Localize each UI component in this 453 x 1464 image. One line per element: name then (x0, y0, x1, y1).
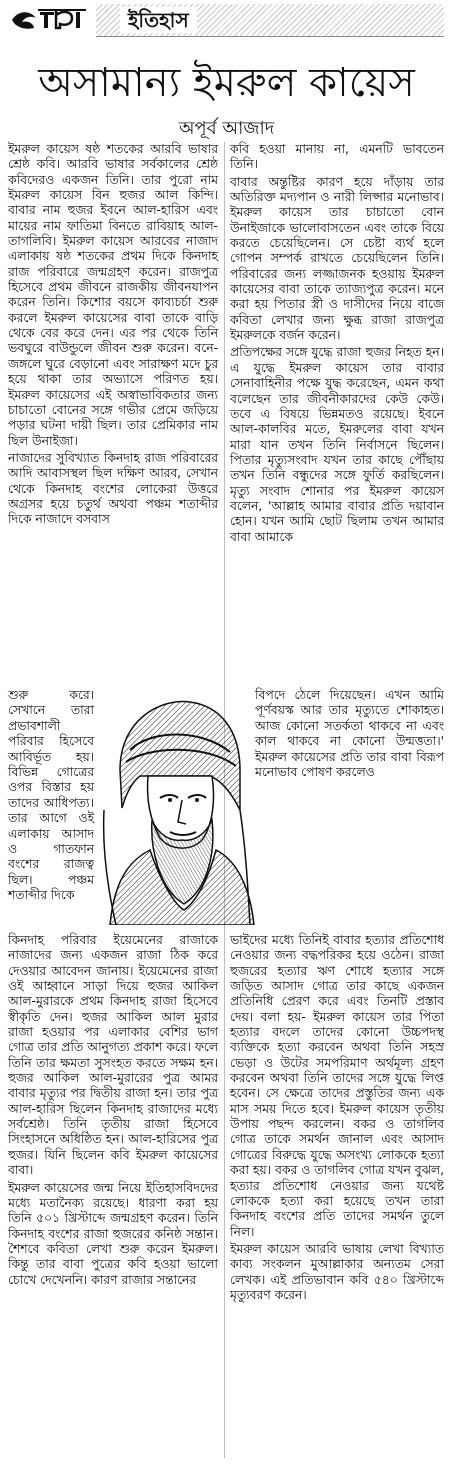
article-title: অসামান্য ইমরুল কায়েস (38, 60, 415, 106)
paragraph: ইমরুল কায়েসের জন্ম নিয়ে ইতিহাসবিদদের মধ্যে মতানৈক্য রয়েছে। ধারণা করা হয় তিনি ৫০১ খ্রিস্টাব্দে জন্মগ্রহণ করেন। তিনি কিনদাহ বংশের রাজা হুজরের কনিষ্ঠ সন্তান। শৈশবে কবিতা লেখা শুরু করেন ইমরুল। কিন্তু তার বাবা পুত্রের কবি হওয়া ভালো চোখে দেখেননি। কারণ রাজার সন্তানের (8, 1180, 218, 1287)
portrait-illustration (90, 690, 255, 925)
poet-portrait-image (90, 690, 255, 925)
paragraph: ইমরুল কায়েস ষষ্ঠ শতকের আরবি ভাষার শ্রেষ্ঠ কবি। আরবি ভাষার সর্বকালের শ্রেষ্ঠ কবিদেরও একজন তিনি। তার পুরো নাম ইমরুল কায়েস বিন হুজর আল কিন্দি। বাবার নাম হুজর ইবনে আল-হারিস এবং মায়ের নাম ফাতিমা বিনতে রাবিয়াহ আল-তাগলিবি। ইমরুল কায়েস আরবের নাজাদ এলাকায় ষষ্ঠ শতকের প্রথম দিকে কিনদাহ রাজ পরিবারে জন্মগ্রহণ করেন। রাজপুত্র হিসেবে প্রথম জীবনে রাজকীয় জীবনযাপন করেন তিনি। কিশোর বয়সে কাব্যচর্চা শুরু করলে ইমরুল কায়েসের বাবা তাকে বাড়ি থেকে বের করে দেন। এর পর থেকে তিনি ভবঘুরে বাউন্ডুলে জীবন শুরু করেন। বনে-জঙ্গলে ঘুরে বেড়ানো এবং সারাক্ষণ মদে চুর হয়ে থাকা তার অভ্যাসে পরিণত হয়। ইমরুল কায়েসের এই অস্বাভাবিকতার জন্য চাচাতো বোনের সঙ্গে গভীর প্রেমে জড়িয়ে পড়ার ঘটনা দায়ী ছিল। তার প্রেমিকার নাম ছিল উনাইজা। (8, 142, 218, 448)
column-2-bottom (230, 933, 444, 1305)
paragraph: ভাইদের মধ্যে তিনিই বাবার হত্যার প্রতিশোধ নেওয়ার জন্য বদ্ধপরিকর হয়ে ওঠেন। রাজা হুজরের হত্যার ঋণ শোধে হত্যার সঙ্গে জড়িত আসাদ গোত্র তার কাছে একজন প্রতিনিধি প্রেরণ করে এবং তিনটি প্রস্তাব দেয়। বলা হয়- ইমরুল কায়েস তার পিতা হত্যার বদলে তাদের কোনো উচ্চপদস্থ ব্যক্তিকে হত্যা করবেন অথবা তিনি সহস্র ভেড়া ও উটের সমপরিমাণ অর্থমূল্য গ্রহণ করবেন অথবা তিনি তাদের সঙ্গে যুদ্ধে লিপ্ত হবেন। সে ক্ষেত্রে তাদের প্রস্তুতির জন্য এক মাস সময় দিতে হবে। ইমরুল কায়েস তৃতীয় উপায় পছন্দ করলেন। বকর ও তাগলিব গোত্র তাকে সমর্থন জানাল এবং আসাদ গোত্রের বিরুদ্ধে যুদ্ধে অসংখ্য লোককে হত্যা করা হয়। বকর ও তাগলিব গোত্র যখন বুঝল, হত্যার প্রতিশোধ নেওয়ার জন্য যথেষ্ট লোককে হত্যা করা হয়েছে তখন তারা কিনদাহ বংশের প্রতি তাদের সমর্থন তুলে নিল। (230, 933, 444, 1239)
column-2-top (230, 142, 444, 547)
column-1-top (8, 142, 218, 530)
article-author: অপূর্ব আজাদ (178, 118, 275, 139)
section-label: ইতিহাস (120, 7, 197, 33)
paragraph: কবি হওয়া মানায় না, এমনটি ভাবতেন তিনি। (230, 142, 444, 172)
section-banner (96, 4, 444, 37)
wrap-text-right: বিপদে ঠেলে দিয়েছেন। এখন আমি পূর্ণবয়স্ক আর তার মৃত্যুতে শোকাহত। আজ কোনো সতর্কতা থাকবে না এবং কাল থাকবে না কোনো উন্মত্ততা।' ইমরুল কায়েসের প্রতি তার বাবা বিরূপ মনোভাব পোষণ করলেও (255, 688, 444, 780)
wrap-text-left: শুরু করে। সেখানে তারা প্রভাবশালী পরিবার হিসেবে আবির্ভূত হয়। বিভিন্ন গোত্রের ওপর বিস্তার হয় তাদের আধিপত্য। তার আগে ওই এলাকায় আসাদ ও গাতফান বংশের রাজত্ব ছিল। পঞ্চম শতাব্দীর দিকে (8, 688, 94, 903)
paragraph: প্রতিপক্ষের সঙ্গে যুদ্ধে রাজা হুজর নিহত হন। এ যুদ্ধে ইমরুল কায়েস তার বাবার সেনাবাহিনীর পক্ষে যুদ্ধ করেছেন, এমন কথা বলেছেন তার জীবনীকারদের কেউ কেউ। তবে এ বিষয়ে ভিন্নমতও রয়েছে। ইবনে আল-কালবির মতে, ইমরুলের বাবা যখন মারা যান তখন তিনি নির্বাসনে ছিলেন। পিতার মৃত্যুসংবাদ যখন তার কাছে পৌঁছায় তখন তিনি বন্ধুদের সঙ্গে ফুর্তি করছিলেন। মৃত্যু সংবাদ শোনার পর ইমরুল কায়েস বলেন, 'আল্লাহ আমার বাবার প্রতি দয়াবান হোন। যখন আমি ছোট ছিলাম তখন আমার বাবা আমাকে (230, 345, 444, 544)
page-header (0, 0, 453, 40)
column-1-bottom (8, 933, 218, 1290)
paragraph: কিনদাহ পরিবার ইয়েমেনের রাজাকে নাজাদের জন্য একজন রাজা ঠিক করে দেওয়ার আবেদন জানায়। ইয়েমেনের রাজা ওই আহ্বানে সাড়া দিয়ে হুজর আকিল আল-মুরারকে প্রথম কিনদাহ রাজা হিসেবে স্বীকৃতি দেন। হুজর আকিল আল মুরার রাজা হওয়ার পর এলাকার বেশির ভাগ গোত্র তার প্রতি আনুগত্য প্রকাশ করে। ফলে তিনি তার ক্ষমতা সুসংহত করতে সক্ষম হন। হুজর আকিল আল-মুরারের পুত্র আমর বাবার মৃত্যুর পর দ্বিতীয় রাজা হন। তার পুত্র আল-হারিস ছিলেন কিনদাহ রাজাদের মধ্যে সর্বশ্রেষ্ঠ। তিনি তৃতীয় রাজা হিসেবে সিংহাসনে অধিষ্ঠিত হন। আল-হারিসের পুত্র হুজর। যিনি ছিলেন কবি ইমরুল কায়েসের বাবা। (8, 933, 218, 1178)
logo-mark-icon (10, 6, 88, 34)
paragraph: ইমরুল কায়েস আরবি ভাষায় লেখা বিখ্যাত কাব্য সংকলন মুআল্লাকার অন্যতম সেরা লেখক। এই প্রতিভাবান কবি ৫৪০ খ্রিস্টাব্দে মৃত্যুবরণ করেন। (230, 1241, 444, 1302)
paragraph: নাজাদের সুবিখ্যাত কিনদাহ রাজ পরিবারের আদি আবাসস্থল ছিল দক্ষিণ আরব, সেখান থেকে কিনদাহ বংশের লোকেরা উত্তরে অগ্রসর হয়ে চতুর্থ অথবা পঞ্চম শতাব্দীর দিকে নাজাদে বসবাস (8, 450, 218, 527)
paragraph: বাবার অন্তুষ্টির কারণ হয়ে দাঁড়ায় তার অতিরিক্ত মদ্যপান ও নারী লিপ্সার মনোভাব। ইমরুল কায়েস তার চাচাতো বোন উনাইজাকে ভালোবাসতেন এবং তাকে বিয়ে করতে চেয়েছিলেন। সে চেষ্টা ব্যর্থ হলে গোপন সম্পর্ক রাখতে চেয়েছিলেন তিনি। পরিবারের জন্য লজ্জাজনক হওয়ায় ইমরুল কায়েসের বাবা তাকে ত্যাজ্যপুত্র করেন। মনে করা হয় পিতার স্ত্রী ও দাসীদের নিয়ে বাজে কবিতা লেখার জন্য ক্ষুব্ধ রাজা রাজপুত্র ইমরুলকে বর্জন করেন। (230, 174, 444, 343)
publication-logo (10, 6, 88, 34)
